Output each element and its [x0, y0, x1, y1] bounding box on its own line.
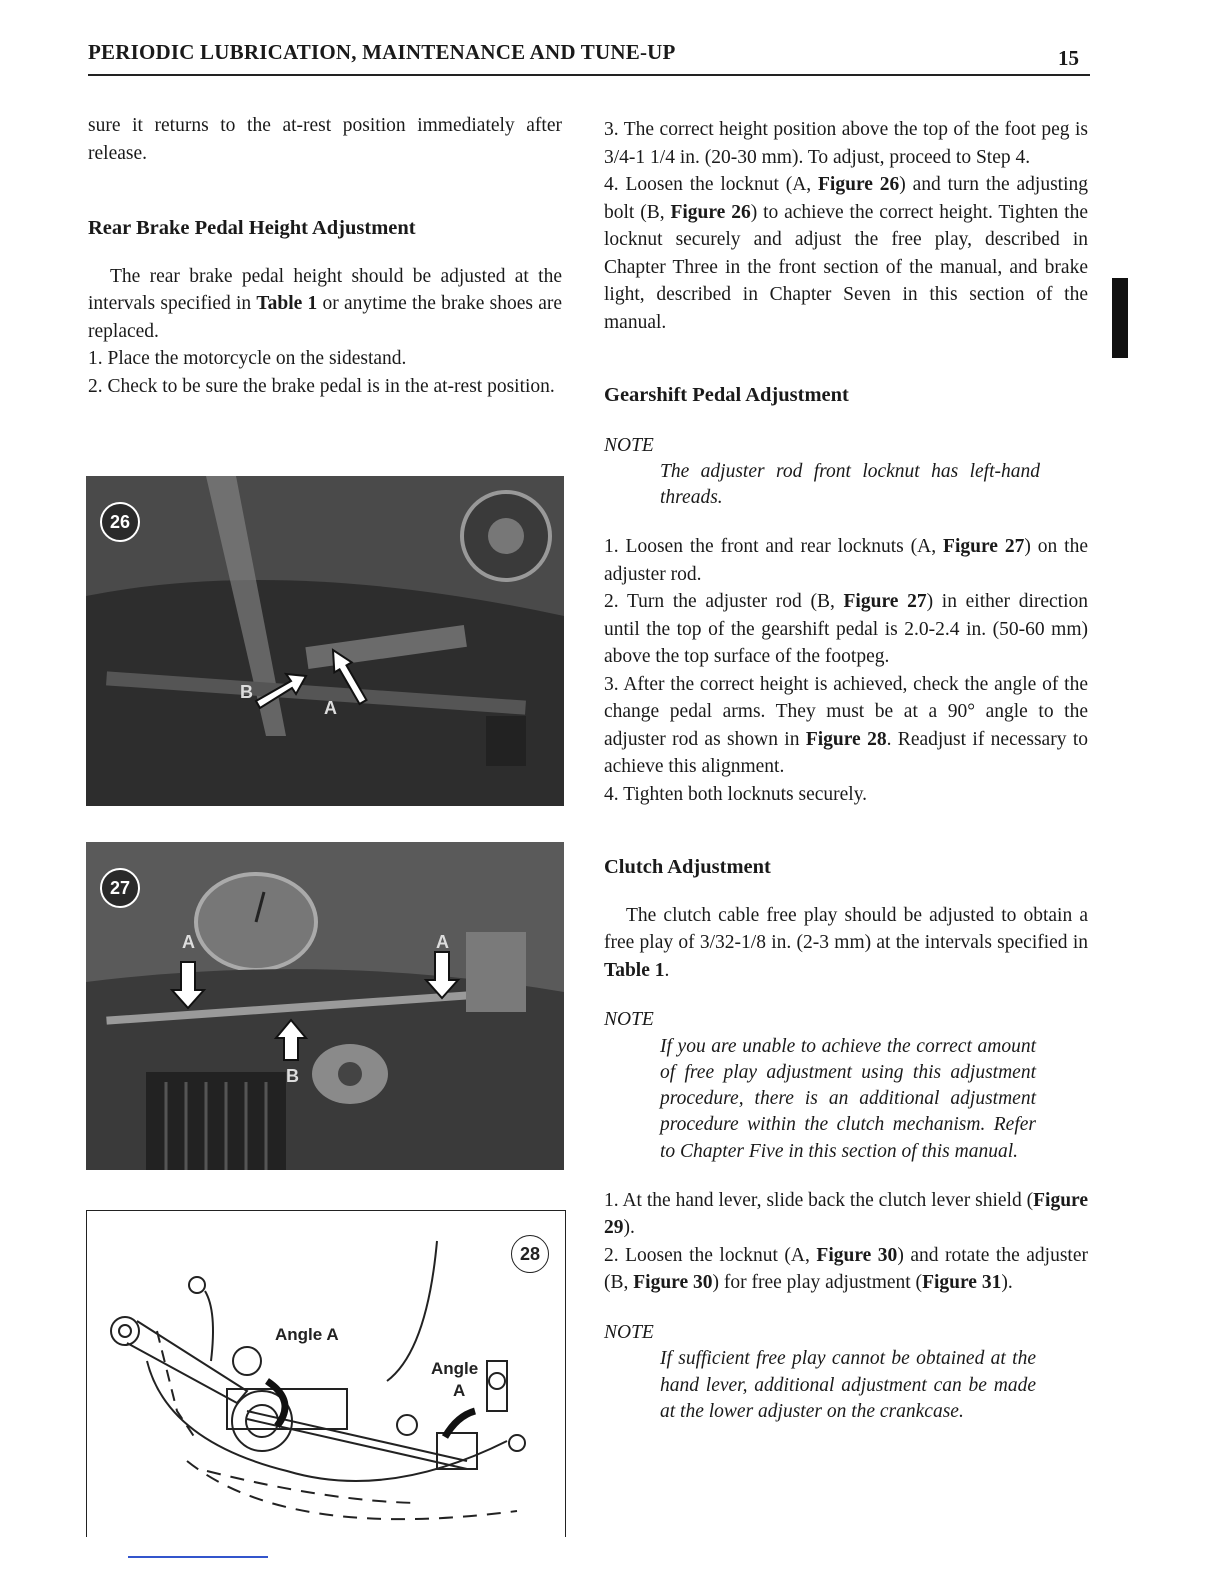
text-run: . [664, 959, 670, 981]
step-1: 1. Place the motorcycle on the sidestand. [88, 348, 407, 369]
rear-brake-heading: Rear Brake Pedal Height Adjustment [88, 217, 416, 239]
figure-reference: Figure 30 [633, 1272, 713, 1294]
figure-reference: Figure 29 [604, 1189, 1088, 1239]
figure-reference: Figure 27 [843, 591, 927, 612]
text-run: ) and rotate the adjuster (B, [604, 1244, 1088, 1294]
gearshift-heading: Gearshift Pedal Adjustment [604, 384, 849, 406]
figure-26-label-a: A [324, 698, 337, 718]
gear-step-1 [604, 533, 1088, 588]
text-run: ). [623, 1217, 635, 1239]
rear-brake-paragraph [88, 263, 562, 346]
note-3-body: If sufficient free play cannot be obtained at the hand lever, additional adjustment can be made at the lower adjuster on the crankcase. [660, 1348, 1036, 1423]
note-3-clip [604, 1346, 1088, 1450]
text-run: ) in either direction until the top of the gearshift pedal is 2.0-2.4 in. (50-60 mm) above the top surface of the footpeg. [604, 591, 1088, 667]
figure-27-label-a-left: A [182, 932, 195, 952]
right-column [604, 116, 1088, 1450]
figure-reference: Figure 31 [922, 1272, 1002, 1294]
chapter-thumb-tab [1112, 278, 1128, 358]
note-1-body: The adjuster rod front locknut has left-hand threads. [660, 461, 1040, 508]
gear-step-2 [604, 588, 1088, 671]
text-run: The clutch cable free play should be adjusted to obtain a free play of 3/32-1/8 in. (2-3 mm) at the intervals specified in [604, 904, 1088, 953]
figure-27-label-a-right: A [436, 932, 449, 952]
clutch-paragraph [604, 902, 1088, 985]
angle-a-left-label: Angle A [275, 1325, 339, 1344]
text-run: 1. Loosen the front and rear locknuts (A, [604, 536, 944, 557]
left-column [88, 112, 562, 400]
text-run: 2. Loosen the locknut (A, [604, 1244, 817, 1266]
figure-26-illustration [86, 476, 564, 806]
text-run: . Readjust if necessary to achieve this alignment. [604, 728, 1088, 777]
text-run: The rear brake pedal height should be adjusted at the intervals specified in [88, 265, 562, 314]
header-rule [88, 74, 1090, 76]
clutch-step-2 [604, 1242, 1088, 1297]
clutch-heading: Clutch Adjustment [604, 856, 771, 878]
angle-a-right-label-line1: Angle [431, 1359, 479, 1378]
bottom-link-underline [128, 1556, 268, 1558]
text-run: 3. After the correct height is achieved, check the angle of the change pedal arms. They must be at a 90° angle to the adjuster rod as shown in [604, 673, 1088, 750]
note-1-title: NOTE [604, 434, 654, 456]
note-2-body: If you are unable to achieve the correct amount of free play adjustment using this adjustment procedure, there is an additional adjustment procedure within the clutch mechanism. Refer to Chapter Five in this section of this manual. [660, 1035, 1036, 1162]
figure-reference: Figure 28 [805, 728, 887, 750]
gear-step-3 [604, 671, 1088, 781]
figure-reference: Figure 30 [816, 1244, 898, 1266]
note-3-title: NOTE [604, 1321, 654, 1343]
figure-26-photo [86, 476, 564, 806]
figure-28-number: 28 [511, 1235, 549, 1273]
text-run: ) on the adjuster rod. [604, 536, 1088, 585]
table-reference: Table 1 [256, 293, 318, 314]
table-reference: Table 1 [604, 959, 665, 981]
text-run: ). [1001, 1272, 1013, 1294]
angle-a-right-label-line2: A [453, 1381, 466, 1400]
figure-reference: Figure 27 [943, 536, 1025, 557]
text-run: 2. Turn the adjuster rod (B, [604, 591, 844, 612]
gear-step-4: 4. Tighten both locknuts securely. [604, 783, 868, 805]
rear-step-4 [604, 171, 1088, 336]
figure-reference: Figure 26 [818, 174, 900, 195]
figure-reference: Figure 26 [670, 201, 751, 223]
page-header-title: PERIODIC LUBRICATION, MAINTENANCE AND TUNE-UP [88, 40, 676, 64]
figure-28-diagram [86, 1210, 566, 1537]
intro-paragraph: sure it returns to the at-rest position immediately after release. [88, 115, 562, 164]
clutch-step-1 [604, 1187, 1088, 1242]
figure-26-number: 26 [100, 502, 140, 542]
text-run: ) and turn the adjusting bolt (B, [604, 174, 1088, 223]
text-run: or anytime the brake shoes are replaced. [88, 293, 562, 342]
text-run: 4. Loosen the locknut (A, [604, 174, 819, 195]
figure-28-line-drawing [87, 1211, 565, 1537]
figure-27-photo [86, 842, 564, 1170]
note-2-title: NOTE [604, 1009, 654, 1030]
rear-step-3: 3. The correct height position above the top of the foot peg is 3/4-1 1/4 in. (20-30 mm). To adjust, proceed to Step 4. [604, 119, 1088, 168]
text-run: 1. At the hand lever, slide back the clutch lever shield ( [604, 1189, 1034, 1211]
text-run: ) for free play adjustment ( [712, 1272, 923, 1294]
page-number: 15 [1058, 46, 1079, 70]
step-2: 2. Check to be sure the brake pedal is in the at-rest position. [88, 375, 555, 397]
figure-26-label-b: B [240, 682, 253, 702]
text-run: ) to achieve the correct height. Tighten the locknut securely and adjust the free play, described in Chapter Three in the front section of the manual, and brake light, described in Chapter Seven in this section of the manual. [604, 201, 1088, 333]
figure-27-label-b: B [286, 1066, 299, 1086]
figure-27-number: 27 [100, 868, 140, 908]
figure-27-illustration [86, 842, 564, 1170]
